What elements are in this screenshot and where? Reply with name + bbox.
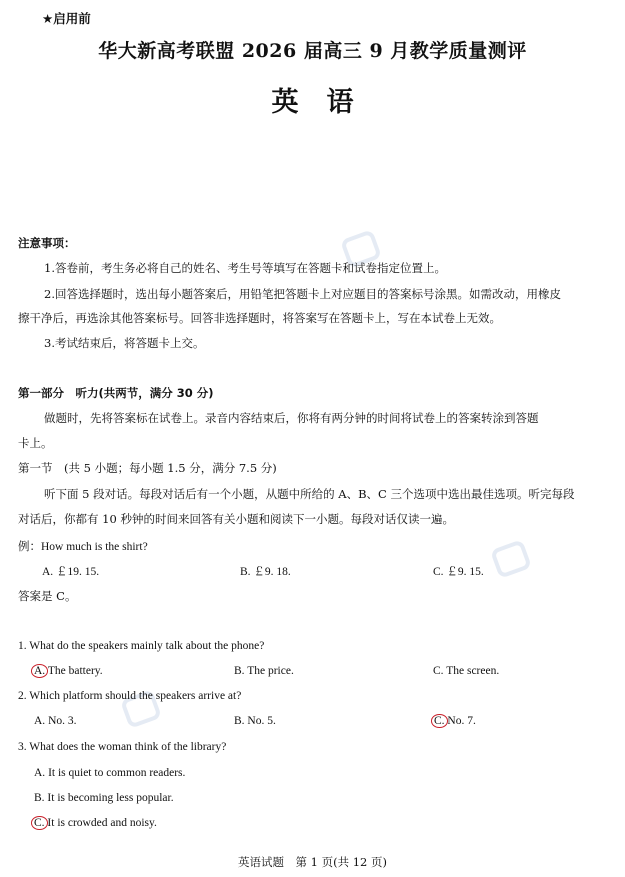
option-text: The battery. xyxy=(47,665,103,677)
notice-item-1: 1.答卷前，考生务必将自己的姓名、考生号等填写在答题卡和试卷指定位置上。 xyxy=(44,261,446,275)
example-option-b: B. ￡9. 18. xyxy=(240,566,291,578)
option-text: The screen. xyxy=(446,665,500,677)
option-letter: A. xyxy=(34,767,46,779)
notice-item-2-line-1: 2.回答选择题时，选出每小题答案后，用铅笔把答题卡上对应题目的答案标号涂黑。如需改动，用橡皮 xyxy=(44,287,561,301)
question-2-stem: 2. Which platform should the speakers arrive at? xyxy=(18,690,242,702)
question-3-option-a xyxy=(34,767,185,779)
selected-answer-circle: C. xyxy=(431,714,448,728)
option-text: No. 7. xyxy=(447,715,476,727)
option-letter: C. xyxy=(433,665,444,677)
selected-answer-circle: A. xyxy=(31,664,48,678)
subject-title: 英语 xyxy=(271,87,382,118)
question-1-option-b xyxy=(234,665,294,677)
section-one-instruction-line-2: 对话后，你都有 10 秒钟的时间来回答有关小题和阅读下一小题。每段对话仅读一遍。 xyxy=(18,512,454,526)
section-one-instruction-line-1: 听下面 5 段对话。每段对话后有一个小题，从题中所给的 A、B、C 三个选项中选出最佳选项。听完每段 xyxy=(44,487,575,501)
question-2-option-c xyxy=(434,714,476,728)
question-2-option-b xyxy=(234,715,276,727)
exam-title: 华大新高考联盟 2026 届高三 9 月教学质量测评 xyxy=(98,40,527,62)
option-text: No. 3. xyxy=(48,715,77,727)
option-text: It is crowded and noisy. xyxy=(47,817,157,829)
watermark-logo xyxy=(490,540,550,580)
option-text: It is becoming less popular. xyxy=(47,792,174,804)
example-question: 例：How much is the shirt? xyxy=(18,541,148,553)
part-one-heading: 第一部分 听力(共两节，满分 30 分) xyxy=(18,386,214,400)
example-answer: 答案是 C。 xyxy=(18,589,77,603)
notice-item-3: 3.考试结束后，将答题卡上交。 xyxy=(44,336,205,350)
option-letter: A. xyxy=(34,715,46,727)
question-3-option-b xyxy=(34,792,174,804)
option-text: The price. xyxy=(247,665,294,677)
selected-answer-circle: C. xyxy=(31,816,48,830)
example-option-a: A. ￡19. 15. xyxy=(42,566,100,578)
question-3-option-c xyxy=(34,816,157,830)
page-footer: 英语试题 第 1 页(共 12 页) xyxy=(237,855,388,869)
option-letter: B. xyxy=(234,665,245,677)
notice-item-2-line-2: 擦干净后，再选涂其他答案标号。回答非选择题时，将答案写在答题卡上，写在本试卷上无效。 xyxy=(18,311,501,325)
question-1-option-a xyxy=(34,664,103,678)
question-3-stem: 3. What does the woman think of the library? xyxy=(18,741,227,753)
part-one-instruction-line-2: 卡上。 xyxy=(18,436,53,450)
part-one-instruction-line-1: 做题时，先将答案标在试卷上。录音内容结束后，你将有两分钟的时间将试卷上的答案转涂到答题 xyxy=(44,411,539,425)
confidential-mark: ★启用前 xyxy=(42,11,91,26)
option-text: It is quiet to common readers. xyxy=(48,767,186,779)
question-1-stem: 1. What do the speakers mainly talk about the phone? xyxy=(18,640,265,652)
question-1-option-c xyxy=(433,665,499,677)
notice-heading: 注意事项： xyxy=(18,236,76,250)
question-2-option-a xyxy=(34,715,77,727)
option-text: No. 5. xyxy=(247,715,276,727)
example-option-c: C. ￡9. 15. xyxy=(433,566,484,578)
option-letter: B. xyxy=(234,715,245,727)
section-one-heading: 第一节 (共 5 小题；每小题 1.5 分，满分 7.5 分) xyxy=(18,461,277,475)
option-letter: B. xyxy=(34,792,45,804)
